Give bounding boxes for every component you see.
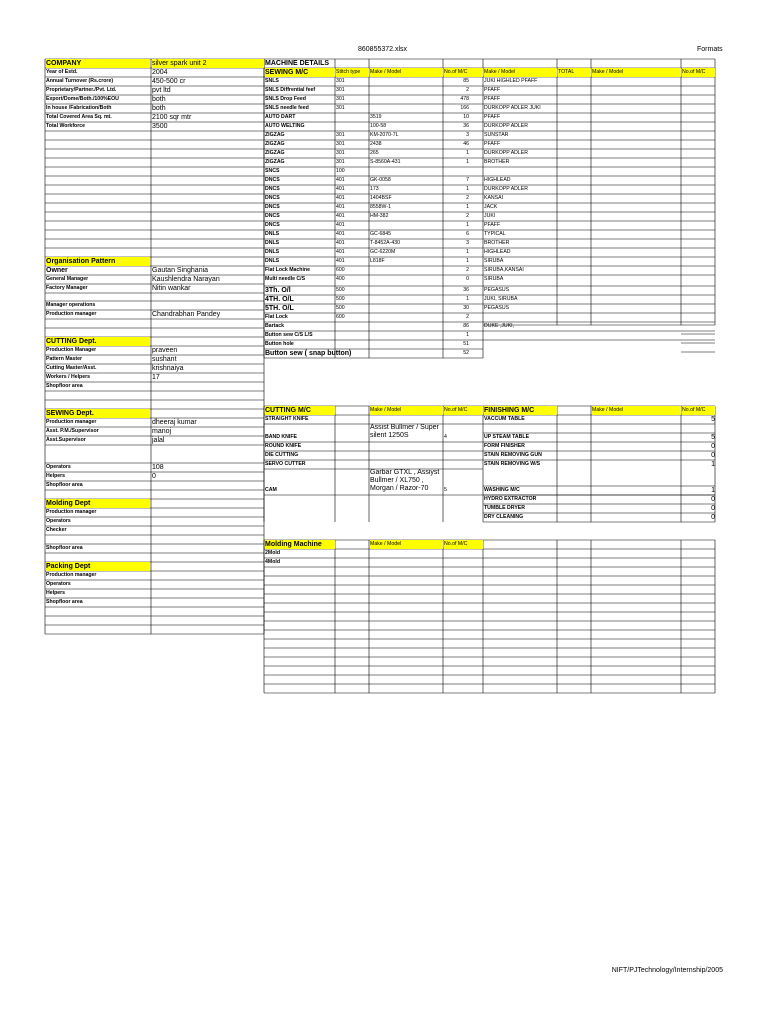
machine-count: 52 <box>463 350 469 356</box>
machine-name: DNCS <box>265 213 280 219</box>
machine-make: SUNSTAR <box>484 132 509 138</box>
row-value: 17 <box>152 374 160 381</box>
machine-count: 86 <box>463 323 469 329</box>
machine-model: 173 <box>370 186 379 192</box>
finishing-count: 0 <box>711 452 715 459</box>
stitch-type: 401 <box>336 195 345 201</box>
stitch-type: 100 <box>336 168 345 174</box>
machine-name: 5TH. O/L <box>265 305 294 312</box>
cutting-count: 5 <box>444 487 447 493</box>
stitch-type: 301 <box>336 78 345 84</box>
cutting-count: 4 <box>444 434 447 440</box>
row-value: manoj <box>152 428 172 435</box>
row-value: Gautan Singhania <box>152 267 209 274</box>
stitch-type: 301 <box>336 141 345 147</box>
machine-count: 0 <box>466 276 469 282</box>
row-value: both <box>152 96 166 103</box>
row-label: Pattern Master <box>46 356 83 362</box>
formats-label: Formats <box>697 46 723 53</box>
packing-dept-heading: Packing Dept <box>46 562 150 571</box>
row-label: Export/Dome/Both./100%EOU <box>46 96 119 102</box>
machine-count: 1 <box>466 249 469 255</box>
organisation-heading: Organisation Pattern <box>46 257 150 266</box>
row-label: Total Workforce <box>46 123 86 129</box>
molding-mc-heading: Molding Machine <box>265 540 335 549</box>
machine-make: SIRUBA,KANSAI <box>484 267 524 273</box>
machine-make: JUKI <box>484 213 496 219</box>
machine-count: 36 <box>463 123 469 129</box>
row-label: Proprietary/Partner./Pvt. Ltd. <box>46 87 117 93</box>
row-label: Shopfloor area <box>46 383 83 389</box>
machine-count: 46 <box>463 141 469 147</box>
cutting-col-no: No.of M/C <box>444 406 483 415</box>
finishing-machine-name: STAIN REMOVING GUN <box>484 452 542 458</box>
machine-count: 1 <box>466 258 469 264</box>
machine-name: ZIGZAG <box>265 141 285 147</box>
machine-count: 2 <box>466 267 469 273</box>
machine-model: 100-58 <box>370 123 387 129</box>
finishing-count: 5 <box>711 434 715 441</box>
row-value: praveen <box>152 347 178 354</box>
row-label: Workers / Helpers <box>46 374 91 380</box>
stitch-type: 401 <box>336 240 345 246</box>
machine-count: 1 <box>466 204 469 210</box>
machine-name: ZIGZAG <box>265 159 285 165</box>
machine-model: GC-6220M <box>370 249 396 255</box>
machine-make: PEGASUS <box>484 287 510 293</box>
stitch-type: 600 <box>336 314 345 320</box>
row-value: 108 <box>152 464 164 471</box>
machine-make: JACK <box>484 204 498 210</box>
machine-name: AUTO DART <box>265 114 296 120</box>
stitch-type: 301 <box>336 159 345 165</box>
row-label: Cutting Master/Asst. <box>46 365 97 371</box>
machine-count: 1 <box>466 150 469 156</box>
cutting-machine-name: CAM <box>265 487 277 493</box>
machine-name: DNCS <box>265 177 280 183</box>
machine-model: 265 <box>370 150 379 156</box>
machine-make: PFAFF <box>484 114 501 120</box>
finishing-machine-name: VACCUM TABLE <box>484 416 525 422</box>
row-value: krishnaiya <box>152 365 184 372</box>
stitch-type: 401 <box>336 213 345 219</box>
cutting-machine-name: STRAIGHT KNIFE <box>265 416 309 422</box>
machine-model: 8558W-1 <box>370 204 391 210</box>
finishing-count: 5 <box>711 416 715 423</box>
machine-model: KM-2070-7L <box>370 132 399 138</box>
machine-name: SNCS <box>265 168 280 174</box>
machine-model: L818F <box>370 258 385 264</box>
row-value: Kaushlendra Narayan <box>152 276 220 283</box>
row-label: Helpers <box>46 473 66 479</box>
row-value: 0 <box>152 473 156 480</box>
finishing-col-no: No.of M/C <box>682 406 715 415</box>
finishing-machine-name: FORM FINISHER <box>484 443 525 449</box>
machine-name: SNLS Drop Feed <box>265 96 306 102</box>
company-heading: COMPANY <box>46 59 150 68</box>
cutting-mc-heading: CUTTING M/C <box>265 406 335 415</box>
machine-make: PEGASUS <box>484 305 510 311</box>
stitch-type: 500 <box>336 296 345 302</box>
machine-make: SIRUBA <box>484 276 504 282</box>
machine-count: 1 <box>466 222 469 228</box>
machine-name: Button hole <box>265 341 294 347</box>
stitch-type: 301 <box>336 105 345 111</box>
row-value: 3500 <box>152 123 168 130</box>
machine-name: DNCS <box>265 204 280 210</box>
machine-model: 1404BSF <box>370 195 392 201</box>
machine-make: DURKOPP ADLER <box>484 123 529 129</box>
row-label: Helpers <box>46 590 66 596</box>
stitch-type: 401 <box>336 204 345 210</box>
machine-name: Button sew ( snap button) <box>265 350 352 357</box>
cutting-machine-name: ROUND KNIFE <box>265 443 302 449</box>
finishing-count: 0 <box>711 496 715 503</box>
company-name: silver spark unit 2 <box>152 59 264 68</box>
machine-count: 2 <box>466 195 469 201</box>
machine-name: DNLS <box>265 231 280 237</box>
stitch-type: 401 <box>336 222 345 228</box>
machine-name: DNCS <box>265 222 280 228</box>
row-label: Shopfloor area <box>46 482 83 488</box>
machine-make: DURKOPP ADLER JUKI <box>484 105 541 111</box>
row-label: Year of Estd. <box>46 69 78 75</box>
machine-count: 2 <box>466 213 469 219</box>
machine-name: Flat Lock Machine <box>265 267 310 273</box>
col-no2: No.of M/C <box>682 68 715 77</box>
machine-count: 51 <box>463 341 469 347</box>
machine-count: 478 <box>460 96 469 102</box>
molding-col-no: No.of M/C <box>444 540 483 549</box>
molding-machine-name: 2Mold <box>265 550 280 556</box>
machine-count: 1 <box>466 296 469 302</box>
finishing-count: 0 <box>711 505 715 512</box>
machine-count: 1 <box>466 186 469 192</box>
finishing-mc-heading: FINISHING M/C <box>484 406 557 415</box>
stitch-type: 401 <box>336 231 345 237</box>
stitch-type: 600 <box>336 267 345 273</box>
machine-name: Bartack <box>265 323 285 329</box>
stitch-type: 401 <box>336 249 345 255</box>
machine-name: 3Th. O/l <box>265 287 291 294</box>
row-value: sushant <box>152 356 177 363</box>
col-make2: Make / Model <box>484 68 557 77</box>
row-label: Total Covered Area Sq. mt. <box>46 114 112 120</box>
machine-make: JUKI, SIRUBA <box>484 296 518 302</box>
sewing-mc-heading: SEWING M/C <box>265 68 335 77</box>
stitch-type: 301 <box>336 150 345 156</box>
machine-count: 166 <box>460 105 469 111</box>
row-label: Asst. P.M./Supervisor <box>46 428 99 434</box>
stitch-type: 301 <box>336 87 345 93</box>
cutting-make: Assist Bullmer / Super silent 1250S <box>370 424 439 439</box>
row-value: 2004 <box>152 69 168 76</box>
machine-make: KANSAI <box>484 195 504 201</box>
machine-make: DURKOPP ADLER <box>484 186 529 192</box>
machine-name: SNLS Diffrential feef <box>265 87 316 93</box>
row-label: Checker <box>46 527 67 533</box>
finishing-machine-name: HYDRO EXTRACTOR <box>484 496 537 502</box>
stitch-type: 401 <box>336 186 345 192</box>
row-label: In house /Fabrication/Both <box>46 105 112 111</box>
row-label: General Manager <box>46 276 89 282</box>
machine-count: 36 <box>463 287 469 293</box>
finishing-machine-name: UP STEAM TABLE <box>484 434 530 440</box>
row-value: dheeraj kumar <box>152 419 197 426</box>
row-value: 2100 sqr mtr <box>152 114 192 121</box>
machine-make: JUKI HIGHLED PFAFF <box>484 78 538 84</box>
row-value: pvt ltd <box>152 87 171 94</box>
col-make: Make / Model <box>370 68 443 77</box>
row-value: Chandrabhan Pandey <box>152 311 221 318</box>
finishing-count: 0 <box>711 443 715 450</box>
stitch-type: 500 <box>336 305 345 311</box>
row-label: Asst.Supervisor <box>46 437 86 443</box>
row-value: both <box>152 105 166 112</box>
machine-count: 1 <box>466 332 469 338</box>
machine-make: BROTHER <box>484 240 510 246</box>
machine-model: HM-382 <box>370 213 389 219</box>
cutting-dept-heading: CUTTING Dept. <box>46 337 150 346</box>
machine-count: 3 <box>466 240 469 246</box>
machine-model: 2438 <box>370 141 382 147</box>
machine-name: Multi needle C/S <box>265 276 306 282</box>
cutting-make: Garbar GTXL , Assiyst Bullmer / XL750 , Morgan / Razor-70 <box>370 469 440 492</box>
molding-col-make: Make / Model <box>370 540 443 549</box>
cutting-machine-name: DIE CUTTING <box>265 452 299 458</box>
row-value: jalal <box>152 437 165 444</box>
machine-model: T-8452A-430 <box>370 240 400 246</box>
row-label: Annual Turnover (Rs.crore) <box>46 78 114 84</box>
machine-count: 85 <box>463 78 469 84</box>
cutting-col-make: Make / Model <box>370 406 443 415</box>
machine-name: AUTO WELTING <box>265 123 305 129</box>
row-label: Factory Manager <box>46 285 88 291</box>
machine-name: 4TH. O/L <box>265 296 294 303</box>
col-total: TOTAL <box>558 68 591 77</box>
machine-count: 1 <box>466 159 469 165</box>
machine-make: HIGHLEAD <box>484 249 511 255</box>
machine-model: GK-0058 <box>370 177 391 183</box>
machine-name: Flat Lock <box>265 314 288 320</box>
machine-name: DNLS <box>265 258 280 264</box>
machine-make: PFAFF <box>484 141 501 147</box>
machine-model: S-8560A-431 <box>370 159 401 165</box>
machine-name: DNCS <box>265 186 280 192</box>
machine-name: ZIGZAG <box>265 150 285 156</box>
row-label: Owner <box>46 267 68 274</box>
stitch-type: 500 <box>336 287 345 293</box>
row-label: Shopfloor area <box>46 599 83 605</box>
machine-name: SNLS needle feed <box>265 105 309 111</box>
cutting-machine-name: SERVO CUTTER <box>265 461 306 467</box>
finishing-machine-name: WASHING M/C <box>484 487 520 493</box>
machine-name: DNCS <box>265 195 280 201</box>
machine-count: 7 <box>466 177 469 183</box>
machine-make: PFAFF <box>484 96 501 102</box>
stitch-type: 401 <box>336 258 345 264</box>
row-label: Operators <box>46 518 71 524</box>
machine-name: Button sew C/S L/S <box>265 332 313 338</box>
machine-make: TYPICAL <box>484 231 506 237</box>
row-value: Nitin wankar <box>152 285 191 292</box>
machine-count: 3 <box>466 132 469 138</box>
machine-details-heading: MACHINE DETAILS <box>265 60 330 67</box>
machine-make: PFAFF <box>484 87 501 93</box>
machine-make: SIRUBA <box>484 258 504 264</box>
cutting-machine-name: BAND KNIFE <box>265 434 297 440</box>
sewing-dept-heading: SEWING Dept. <box>46 409 150 418</box>
row-value: 450-500 cr <box>152 78 186 85</box>
finishing-machine-name: DRY CLEANING <box>484 514 524 520</box>
stitch-type: 301 <box>336 96 345 102</box>
machine-make: DUKE ,JUKI, <box>484 323 514 329</box>
row-label: Production manager <box>46 311 97 317</box>
finishing-count: 1 <box>711 487 715 494</box>
finishing-count: 1 <box>711 461 715 468</box>
col-make3: Make / Model <box>592 68 681 77</box>
machine-make: HIGHLEAD <box>484 177 511 183</box>
molding-machine-name: 4Mold <box>265 559 280 565</box>
row-label: Operators <box>46 464 71 470</box>
finishing-count: 0 <box>711 514 715 521</box>
machine-make: PFAFF <box>484 222 501 228</box>
row-label: Production manager <box>46 509 97 515</box>
row-label: Manager operations <box>46 302 96 308</box>
machine-count: 2 <box>466 314 469 320</box>
file-name: 860855372.xlsx <box>358 46 408 53</box>
machine-name: ZIGZAG <box>265 132 285 138</box>
col-stitch: Stitch type <box>336 68 369 77</box>
finishing-machine-name: STAIN REMOVING W/S <box>484 461 541 467</box>
finishing-col-make: Make / Model <box>592 406 681 415</box>
col-no: No.of M/C <box>444 68 483 77</box>
row-label: Production Manager <box>46 347 97 353</box>
machine-count: 10 <box>463 114 469 120</box>
machine-count: 6 <box>466 231 469 237</box>
machine-make: DURKOPP ADLER <box>484 150 529 156</box>
row-label: Production manager <box>46 419 97 425</box>
machine-name: DNLS <box>265 249 280 255</box>
row-label: Shopfloor area <box>46 545 83 551</box>
stitch-type: 400 <box>336 276 345 282</box>
molding-dept-heading: Molding Dept <box>46 499 150 508</box>
footer-text: NIFT/PJTechnology/Internship/2005 <box>611 967 723 974</box>
row-label: Operators <box>46 581 71 587</box>
stitch-type: 301 <box>336 132 345 138</box>
machine-name: SNLS <box>265 78 279 84</box>
machine-name: DNLS <box>265 240 280 246</box>
machine-model: 3519 <box>370 114 382 120</box>
finishing-machine-name: TUMBLE DRYER <box>484 505 526 511</box>
machine-model: GC-6845 <box>370 231 392 237</box>
machine-make: BROTHER <box>484 159 510 165</box>
stitch-type: 401 <box>336 177 345 183</box>
row-label: Production manager <box>46 572 97 578</box>
machine-count: 30 <box>463 305 469 311</box>
machine-count: 2 <box>466 87 469 93</box>
